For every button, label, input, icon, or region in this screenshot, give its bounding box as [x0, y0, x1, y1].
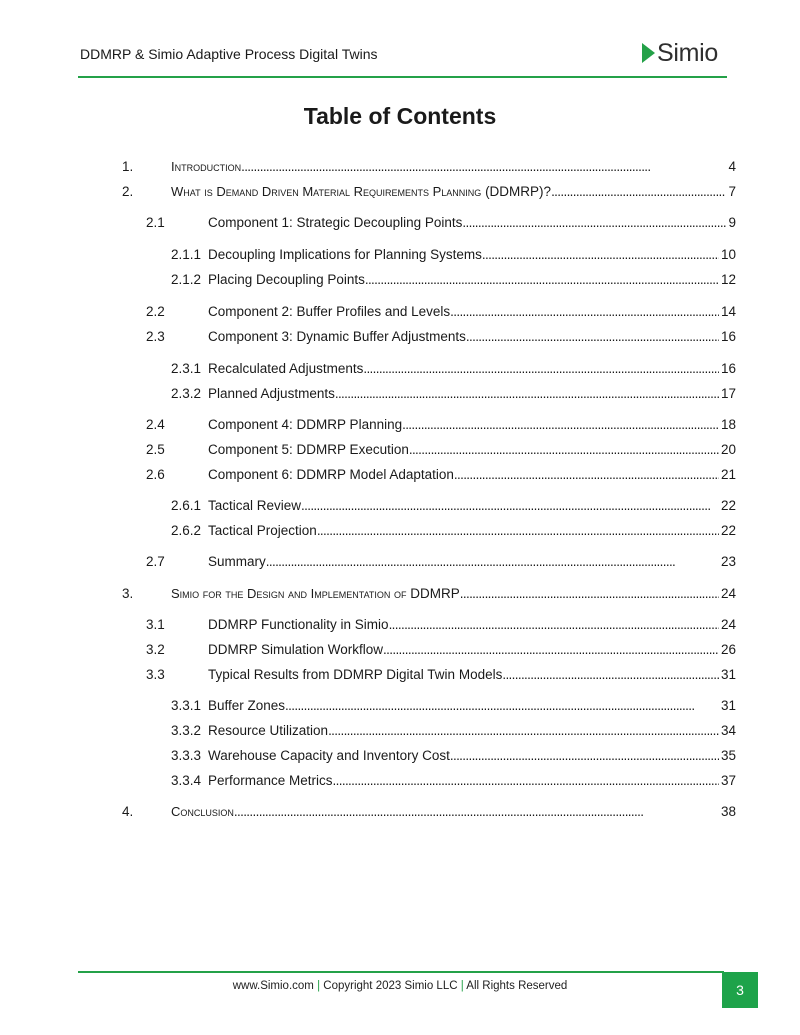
toc-entry[interactable]: [122, 585, 736, 603]
toc-entry-number: 2.: [122, 184, 134, 199]
toc-entry-page: 38: [720, 804, 736, 819]
toc-entry[interactable]: [146, 214, 736, 232]
toc-leader-dots: [335, 385, 719, 403]
toc-leader-dots: [365, 271, 719, 289]
toc-entry[interactable]: [146, 616, 736, 634]
toc-entry-title-text: DDMRP Functionality in Simio: [208, 617, 389, 632]
toc-entry[interactable]: [171, 722, 736, 740]
toc-entry-number: 1.: [122, 159, 134, 174]
toc-entry[interactable]: [122, 158, 736, 176]
toc-entry-number: 2.5: [146, 442, 165, 457]
toc-entry-title: [208, 522, 317, 540]
toc-entry-page: 20: [720, 442, 736, 457]
toc-entry[interactable]: [146, 303, 736, 321]
toc-entry-page: 31: [720, 667, 736, 682]
toc-entry-page: 23: [720, 554, 736, 569]
toc-entry-title-text: What is Demand Driven Material Requirements Planning: [171, 184, 482, 199]
toc-leader-dots: [450, 747, 719, 765]
footer-separator: |: [460, 980, 464, 992]
toc-entry-title: [208, 385, 335, 403]
toc-entry-page: 4: [728, 159, 736, 174]
toc-entry-title-text: Conclusion: [171, 804, 234, 819]
toc-leader-dots: [317, 522, 719, 540]
toc-entry-number: 2.6.1: [171, 498, 202, 513]
toc-entry-page: 34: [720, 723, 736, 738]
toc-entry-number: 2.7: [146, 554, 165, 569]
toc-entry-page: 17: [720, 386, 736, 401]
toc-entry-title-text: Placing Decoupling Points: [208, 272, 365, 287]
toc-leader-dots: [402, 416, 719, 434]
toc-entry-number: 3.3: [146, 667, 165, 682]
toc-entry[interactable]: [146, 553, 736, 571]
footer-rights: All Rights Reserved: [466, 980, 568, 992]
toc-entry-title: [171, 585, 460, 603]
toc-entry-page: 10: [720, 247, 736, 262]
toc-entry-title-text: Component 3: Dynamic Buffer Adjustments: [208, 329, 466, 344]
toc-entry-title-text: Simio for the Design and Implementation of: [171, 586, 407, 601]
toc-entry-title-text: Tactical Review: [208, 498, 302, 513]
toc-entry-number: 2.3.1: [171, 361, 202, 376]
footer-separator: |: [317, 980, 321, 992]
toc-entry[interactable]: [146, 641, 736, 659]
toc-entry-title: [208, 416, 402, 434]
toc-entry-number: 3.3.4: [171, 773, 202, 788]
toc-leader-dots: [460, 585, 719, 603]
toc-leader-dots: [462, 214, 726, 232]
toc-leader-dots: [333, 772, 719, 790]
footer-website-link[interactable]: www.Simio.com: [232, 980, 314, 992]
toc-entry[interactable]: [146, 441, 736, 459]
toc-leader-dots: [266, 553, 719, 571]
toc-entry[interactable]: [171, 246, 736, 264]
toc-entry-title: [208, 271, 365, 289]
toc-entry-title: [208, 722, 328, 740]
toc-entry-title-text: Component 4: DDMRP Planning: [208, 417, 403, 432]
toc-entry[interactable]: [122, 803, 736, 821]
toc-entry-title-text: Performance Metrics: [208, 773, 333, 788]
toc-entry-number: 2.1: [146, 215, 165, 230]
toc-entry-title: [208, 328, 466, 346]
toc-entry-page: 12: [720, 272, 736, 287]
toc-entry-title-text: Component 6: DDMRP Model Adaptation: [208, 467, 454, 482]
toc-entry-title: [208, 466, 454, 484]
toc-entry-title-text: Component 1: Strategic Decoupling Points: [208, 215, 463, 230]
toc-entry-title-text: Component 5: DDMRP Execution: [208, 442, 409, 457]
toc-entry-number: 3.3.2: [171, 723, 202, 738]
toc-entry-page: 9: [728, 215, 736, 230]
toc-entry-title-suffix: DDMRP: [406, 586, 460, 601]
toc-entry-page: 22: [720, 498, 736, 513]
toc-entry-title: [208, 246, 482, 264]
toc-entry[interactable]: [171, 360, 736, 378]
toc-entry[interactable]: [171, 772, 736, 790]
toc-entry-title: [171, 158, 241, 176]
toc-leader-dots: [450, 303, 719, 321]
toc-entry-title: [208, 697, 285, 715]
toc-entry-number: 3.1: [146, 617, 165, 632]
footer-text: [0, 980, 800, 992]
toc-entry-title-text: Buffer Zones: [208, 698, 286, 713]
toc-entry-page: 21: [720, 467, 736, 482]
toc-entry[interactable]: [146, 416, 736, 434]
toc-entry[interactable]: [146, 466, 736, 484]
footer-divider: [78, 971, 724, 973]
toc-entry-number: 3.3.1: [171, 698, 202, 713]
toc-entry-page: 31: [720, 698, 736, 713]
toc-leader-dots: [551, 183, 726, 201]
toc-entry[interactable]: [171, 271, 736, 289]
header-title: DDMRP & Simio Adaptive Process Digital Twins: [80, 46, 378, 62]
toc-leader-dots: [241, 158, 726, 176]
toc-entry-number: 4.: [122, 804, 134, 819]
toc-entry-title: [208, 641, 383, 659]
page-number-badge: 3: [722, 972, 758, 1008]
toc-leader-dots: [482, 246, 719, 264]
toc-entry-number: 3.3.3: [171, 748, 202, 763]
toc-leader-dots: [285, 697, 719, 715]
toc-leader-dots: [466, 328, 719, 346]
toc-entry-page: 14: [720, 304, 736, 319]
toc-entry[interactable]: [171, 747, 736, 765]
toc-entry-page: 22: [720, 523, 736, 538]
toc-entry-number: 2.6: [146, 467, 165, 482]
toc-entry-title: [208, 772, 333, 790]
toc-entry-title: [208, 497, 301, 515]
simio-logo-text: Simio: [657, 38, 719, 67]
toc-entry-number: 3.2: [146, 642, 165, 657]
toc-entry-page: 16: [720, 361, 736, 376]
toc-entry-page: 16: [720, 329, 736, 344]
toc-entry-title-text: Resource Utilization: [208, 723, 329, 738]
toc-leader-dots: [383, 641, 719, 659]
toc-entry-number: 3.: [122, 586, 134, 601]
toc-leader-dots: [234, 803, 719, 821]
toc-entry-page: 26: [720, 642, 736, 657]
toc-leader-dots: [502, 666, 719, 684]
toc-entry-page: 37: [720, 773, 736, 788]
toc-entry-title-text: Warehouse Capacity and Inventory Cost: [208, 748, 450, 763]
toc-entry-title: [208, 303, 450, 321]
footer-copyright: Copyright 2023 Simio LLC: [323, 980, 458, 992]
toc-entry-title-text: Planned Adjustments: [208, 386, 335, 401]
toc-entry-number: 2.1.1: [171, 247, 202, 262]
toc-leader-dots: [363, 360, 719, 378]
toc-leader-dots: [301, 497, 719, 515]
toc-entry-title: [208, 214, 462, 232]
toc-entry-title-text: Recalculated Adjustments: [208, 361, 364, 376]
toc-entry[interactable]: [122, 183, 736, 201]
toc-entry-title: [208, 616, 389, 634]
toc-entry-title-suffix: (DDMRP)?: [481, 184, 552, 199]
toc-entry-page: 24: [720, 617, 736, 632]
toc-entry-number: 2.6.2: [171, 523, 202, 538]
toc-entry-page: 7: [728, 184, 736, 199]
toc-entry-number: 2.4: [146, 417, 165, 432]
toc-entry-title-text: Tactical Projection: [208, 523, 317, 538]
toc-entry-number: 2.2: [146, 304, 165, 319]
toc-entry-title: [208, 747, 450, 765]
toc-entry[interactable]: [171, 497, 736, 515]
toc-entry-title-text: Summary: [208, 554, 266, 569]
toc-entry-title-text: Typical Results from DDMRP Digital Twin Models: [208, 667, 503, 682]
toc-leader-dots: [328, 722, 719, 740]
toc-entry-page: 24: [720, 586, 736, 601]
toc-entry-page: 18: [720, 417, 736, 432]
toc-entry-title: [171, 803, 234, 821]
toc-entry-page: 35: [720, 748, 736, 763]
toc-entry-title: [208, 441, 409, 459]
toc-leader-dots: [389, 616, 719, 634]
toc-entry-title-text: Decoupling Implications for Planning Systems: [208, 247, 482, 262]
toc-leader-dots: [454, 466, 719, 484]
toc-entry-title: [208, 666, 502, 684]
toc-entry-title-text: Component 2: Buffer Profiles and Levels: [208, 304, 451, 319]
toc-entry-title: [208, 553, 266, 571]
toc-entry[interactable]: [171, 697, 736, 715]
toc-entry-number: 2.3: [146, 329, 165, 344]
toc-entry-title-text: DDMRP Simulation Workflow: [208, 642, 384, 657]
toc-entry-number: 2.1.2: [171, 272, 202, 287]
toc-entry[interactable]: [171, 522, 736, 540]
toc-entry-number: 2.3.2: [171, 386, 202, 401]
toc-entry[interactable]: [146, 666, 736, 684]
toc-entry-title: [171, 183, 551, 201]
toc-title: Table of Contents: [303, 103, 497, 129]
toc-leader-dots: [409, 441, 719, 459]
toc-entry[interactable]: [171, 385, 736, 403]
toc-entry[interactable]: [146, 328, 736, 346]
toc-entry-title: [208, 360, 363, 378]
toc-entry-title-text: Introduction: [171, 159, 242, 174]
